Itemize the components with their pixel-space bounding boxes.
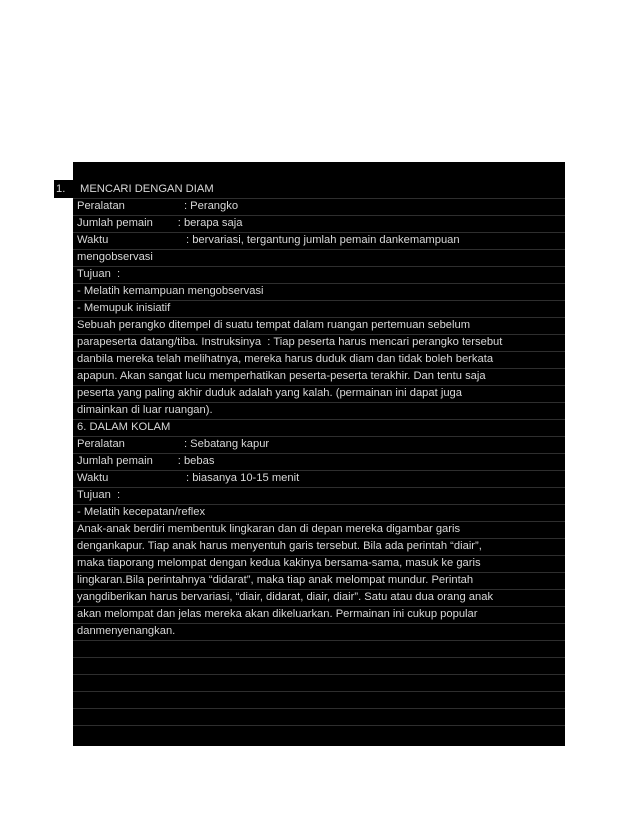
section-number: 1. (56, 183, 66, 195)
text-line: Jumlah pemain : bebas (77, 455, 215, 467)
table-rule (73, 708, 565, 709)
table-rule (73, 487, 565, 488)
text-line: apapun. Akan sangat lucu memperhatikan peserta-peserta terakhir. Dan tentu saja (77, 370, 486, 382)
text-line: Sebuah perangko ditempel di suatu tempat dalam ruangan pertemuan sebelum (77, 319, 471, 331)
table-rule (73, 266, 565, 267)
section-title: MENCARI DENGAN DIAM (80, 183, 214, 195)
section-heading (54, 180, 565, 198)
text-line: yangdiberikan harus bervariasi, “diair, didarat, diair, diair”. Satu atau dua orang anak (77, 591, 494, 603)
text-line: Jumlah pemain : berapa saja (77, 217, 243, 229)
text-line: - Melatih kemampuan mengobservasi (77, 285, 264, 297)
table-rule (73, 674, 565, 675)
text-line: dengankapur. Tiap anak harus menyentuh garis tersebut. Bila ada perintah “diair”, (77, 540, 482, 552)
text-line: danbila mereka telah melihatnya, mereka harus duduk diam dan tidak boleh berkata (77, 353, 494, 365)
text-line: - Memupuk inisiatif (77, 302, 171, 314)
text-line: parapeserta datang/tiba. Instruksinya : Tiap peserta harus mencari perangko tersebut (77, 336, 503, 348)
text-line: lingkaran.Bila perintahnya “didarat”, maka tiap anak melompat mundur. Perintah (77, 574, 474, 586)
text-line: danmenyenangkan. (77, 625, 176, 637)
text-line: akan melompat dan jelas mereka akan dikeluarkan. Permainan ini cukup popular (77, 608, 478, 620)
section-heading: 6. DALAM KOLAM (77, 421, 171, 433)
text-line: - Melatih kecepatan/reflex (77, 506, 206, 518)
table-rule (73, 725, 565, 726)
text-line: maka tiaporang melompat dengan kedua kakinya bersama-sama, masuk ke garis (77, 557, 481, 569)
text-line: Tujuan : (77, 268, 121, 280)
text-line: dimainkan di luar ruangan). (77, 404, 213, 416)
text-line: Anak-anak berdiri membentuk lingkaran dan di depan mereka digambar garis (77, 523, 461, 535)
table-rule (73, 657, 565, 658)
text-line: mengobservasi (77, 251, 153, 263)
text-line: Waktu : biasanya 10-15 menit (77, 472, 300, 484)
text-line: peserta yang paling akhir duduk adalah yang kalah. (permainan ini dapat juga (77, 387, 462, 399)
table-rule (73, 691, 565, 692)
table-rule (73, 640, 565, 641)
text-line: Peralatan : Sebatang kapur (77, 438, 270, 450)
text-line: Tujuan : (77, 489, 121, 501)
text-line: Peralatan : Perangko (77, 200, 239, 212)
text-line: Waktu : bervariasi, tergantung jumlah pemain dankemampuan (77, 234, 460, 246)
